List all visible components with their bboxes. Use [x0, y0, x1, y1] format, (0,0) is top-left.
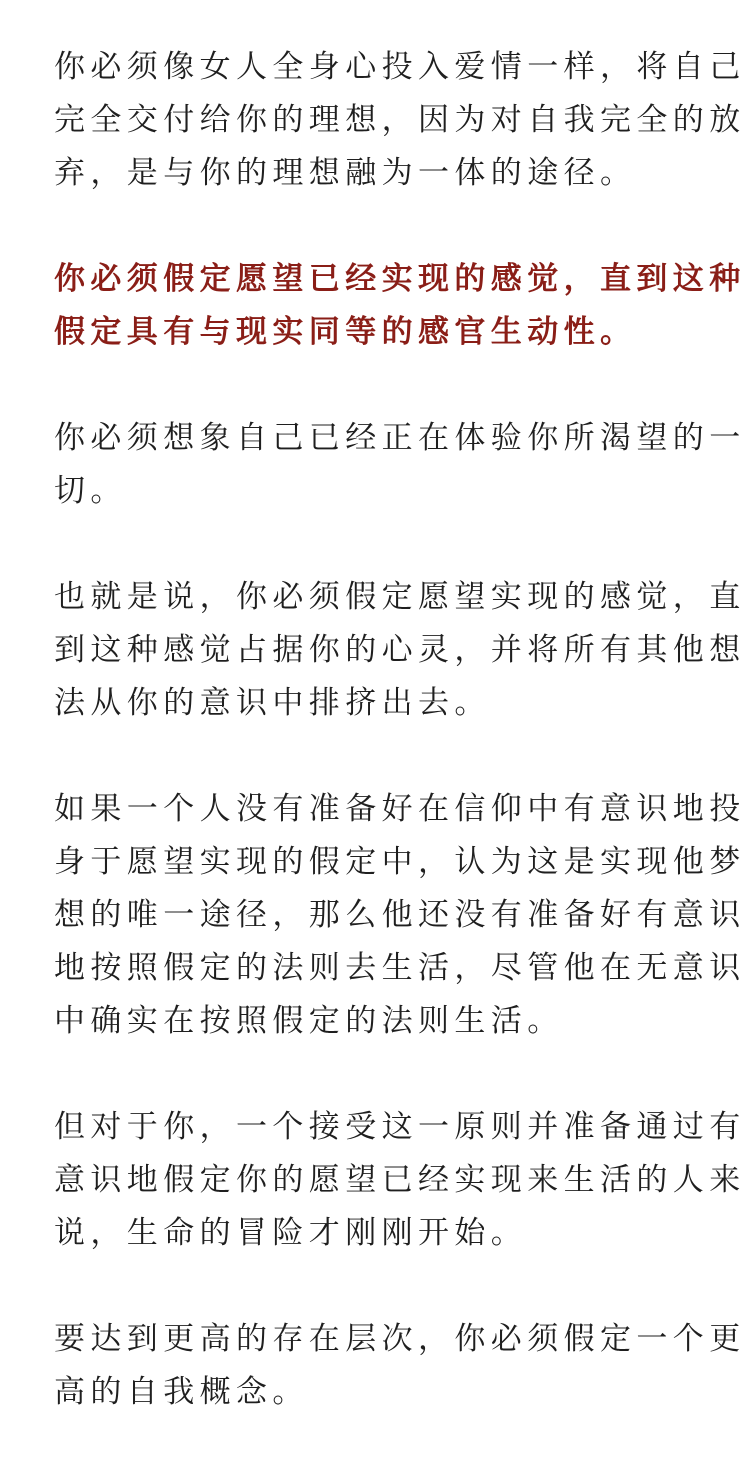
text-line: 也就是说，你必须假定愿望实现的感觉，直	[54, 579, 746, 615]
text-line: 说，生命的冒险才刚刚开始。	[54, 1215, 528, 1251]
paragraph-6	[54, 1101, 746, 1260]
text-line: 身于愿望实现的假定中，认为这是实现他梦	[54, 844, 746, 880]
text-line: 你必须想象自己已经正在体验你所渴望的一	[54, 420, 746, 456]
text-line: 弃，是与你的理想融为一体的途径。	[54, 155, 637, 191]
text-line: 想的唯一途径，那么他还没有准备好有意识	[54, 897, 746, 933]
text-line: 切。	[54, 473, 127, 509]
paragraph-4	[54, 571, 746, 730]
paragraph-1	[54, 41, 746, 200]
text-line: 地按照假定的法则去生活，尽管他在无意识	[54, 950, 746, 986]
text-line: 法从你的意识中排挤出去。	[54, 685, 491, 721]
text-line: 但对于你，一个接受这一原则并准备通过有	[54, 1109, 746, 1145]
text-line: 你必须假定愿望已经实现的感觉，直到这种	[54, 261, 746, 297]
text-line: 意识地假定你的愿望已经实现来生活的人来	[54, 1162, 746, 1198]
text-line: 中确实在按照假定的法则生活。	[54, 1003, 564, 1039]
paragraph-7	[54, 1313, 746, 1419]
text-line: 完全交付给你的理想，因为对自我完全的放	[54, 102, 746, 138]
text-line: 高的自我概念。	[54, 1374, 309, 1410]
text-line: 如果一个人没有准备好在信仰中有意识地投	[54, 791, 746, 827]
text-line: 要达到更高的存在层次，你必须假定一个更	[54, 1321, 746, 1357]
text-line: 你必须像女人全身心投入爱情一样，将自己	[54, 49, 746, 85]
paragraph-3	[54, 412, 746, 518]
paragraph-5	[54, 783, 746, 1048]
text-line: 假定具有与现实同等的感官生动性。	[54, 314, 637, 350]
paragraph-2-highlighted	[54, 253, 746, 359]
article-body	[54, 41, 746, 1472]
text-line: 到这种感觉占据你的心灵，并将所有其他想	[54, 632, 746, 668]
